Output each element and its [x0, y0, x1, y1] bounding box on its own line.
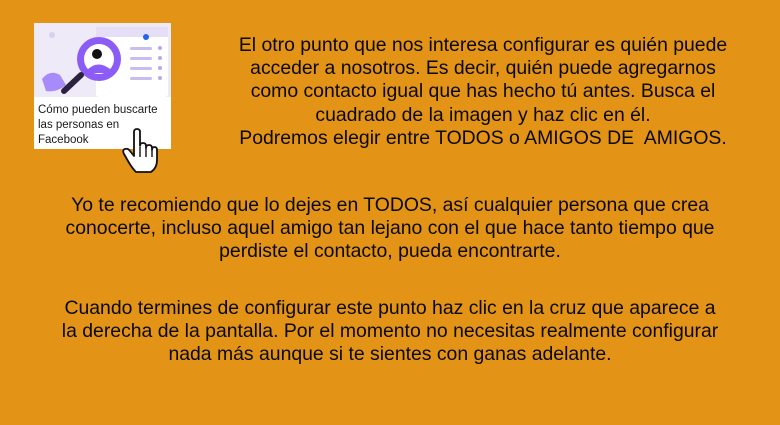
- paragraph-line: como contacto igual que has hecho tú antes. Busca el: [250, 80, 716, 103]
- paragraph-recommendation: [8, 194, 772, 264]
- paragraph-line: cuadrado de la imagen y haz clic en él.: [315, 103, 651, 126]
- paragraph-finish-instructions: [8, 297, 772, 367]
- paragraph-line: perdiste el contacto, pueda encontrarte.: [219, 240, 561, 263]
- paragraph-line: Yo te recomiendo que lo dejes en TODOS, así cualquier persona que crea: [71, 194, 709, 216]
- paragraph-line: la derecha de la pantalla. Por el momento no necesitas realmente configurar: [61, 320, 719, 343]
- paragraph-line: Podremos elegir entre TODOS o AMIGOS DE AMIGOS.: [239, 126, 727, 149]
- paragraph-line: El otro punto que nos interesa configurar es quién puede: [238, 34, 728, 56]
- card-caption: Cómo pueden buscarte las personas en Facebook: [38, 104, 158, 146]
- paragraph-line: nada más aunque si te sientes con ganas adelante.: [168, 343, 612, 366]
- search-person-illustration: [34, 23, 171, 97]
- paragraph-line: conocerte, incluso aquel amigo tan lejano con el que hace tanto tiempo que: [65, 217, 715, 240]
- paragraph-line: acceder a nosotros. Es decir, quién puede agregarnos: [250, 57, 716, 80]
- pointer-hand-icon: [122, 128, 158, 174]
- paragraph-privacy-search: [188, 34, 778, 150]
- paragraph-line: Cuando termines de configurar este punto haz clic en la cruz que aparece a: [64, 297, 716, 319]
